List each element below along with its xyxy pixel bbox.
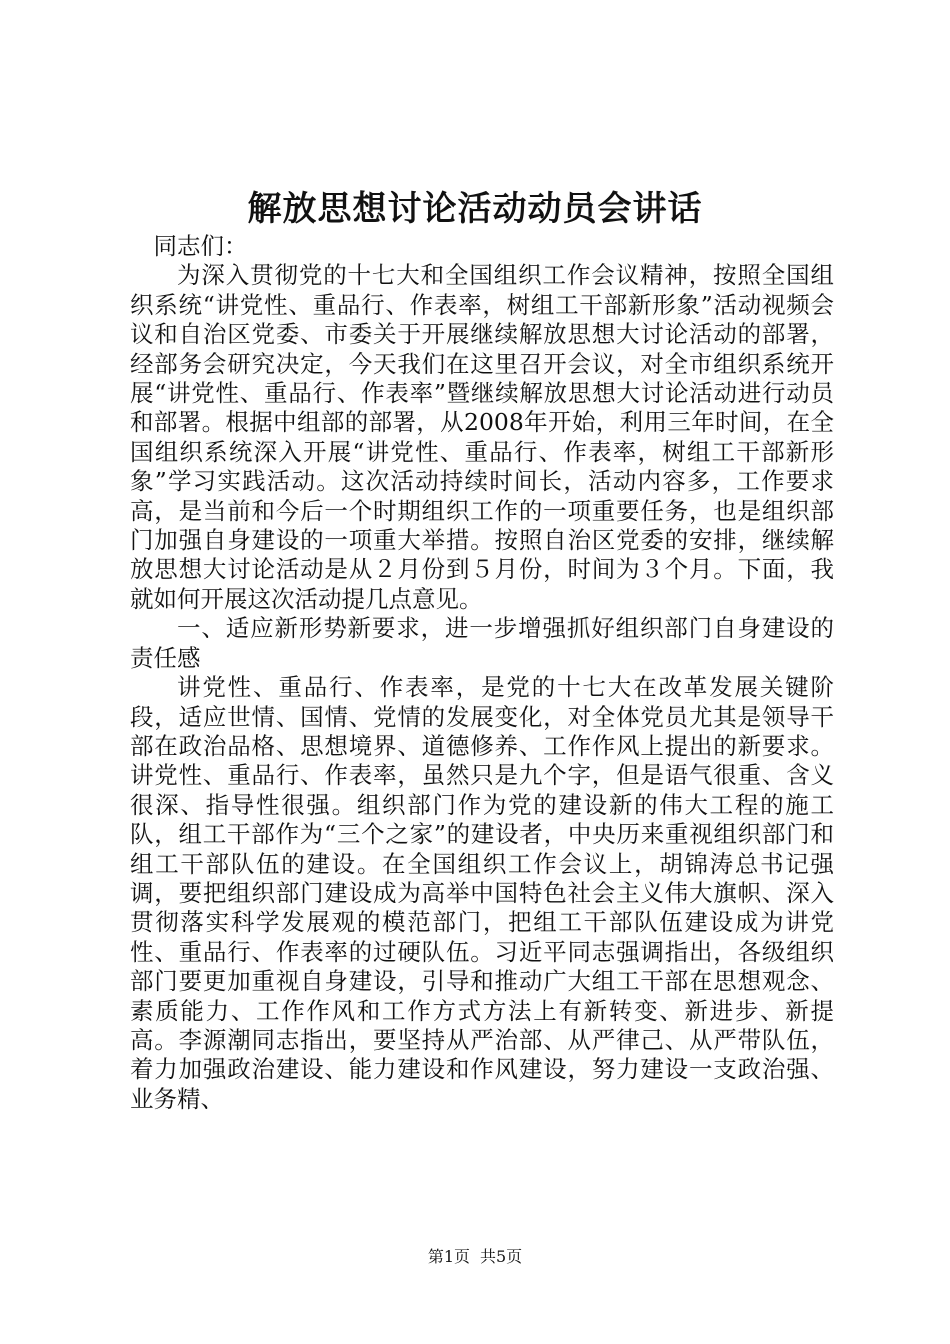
document-body	[130, 232, 834, 1114]
paragraph-section-1: 讲党性、重品行、作表率，是党的十七大在改革发展关键阶段，适应世情、国情、党情的发展变化，对全体党员尤其是领导干部在政治品格、思想境界、道德修养、工作作风上提出的新要求。讲党性、重品行、作表率，虽然只是九个字，但是语气很重、含义很深、指导性很强。组织部门作为党的建设新的伟大工程的施工队，组工干部作为“三个之家”的建设者，中央历来重视组织部门和组工干部队伍的建设。在全国组织工作会议上，胡锦涛总书记强调，要把组织部门建设成为高举中国特色社会主义伟大旗帜、深入贯彻落实科学发展观的模范部门，把组工干部队伍建设成为讲党性、重品行、作表率的过硬队伍。习近平同志强调指出，各级组织部门要更加重视自身建设，引导和推动广大组工干部在思想观念、素质能力、工作作风和工作方式方法上有新转变、新进步、新提高。李源潮同志指出，要坚持从严治部、从严律己、从严带队伍，着力加强政治建设、能力建设和作风建设，努力建设一支政治强、业务精、	[130, 673, 834, 1113]
salutation: 同志们：	[153, 232, 248, 260]
section-heading-1: 一、适应新形势新要求，进一步增强抓好组织部门自身建设的责任感	[130, 614, 834, 672]
page-total: 共5页	[480, 1247, 523, 1266]
page-number: 第1页	[427, 1247, 470, 1266]
document-title: 解放思想讨论活动动员会讲话	[247, 189, 703, 229]
paragraph-intro: 为深入贯彻党的十七大和全国组织工作会议精神，按照全国组织系统“讲党性、重品行、作表率，树组工干部新形象”活动视频会议和自治区党委、市委关于开展继续解放思想大讨论活动的部署，经部务会研究决定，今天我们在这里召开会议，对全市组织系统开展“讲党性、重品行、作表率”暨继续解放思想大讨论活动进行动员和部署。根据中组部的部署，从2008年开始，利用三年时间，在全国组织系统深入开展“讲党性、重品行、作表率，树组工干部新形象”学习实践活动。这次活动持续时间长，活动内容多，工作要求高，是当前和今后一个时期组织工作的一项重要任务，也是组织部门加强自身建设的一项重大举措。按照自治区党委的安排，继续解放思想大讨论活动是从２月份到５月份，时间为３个月。下面，我就如何开展这次活动提几点意见。	[130, 261, 834, 613]
page-footer	[0, 1246, 950, 1268]
